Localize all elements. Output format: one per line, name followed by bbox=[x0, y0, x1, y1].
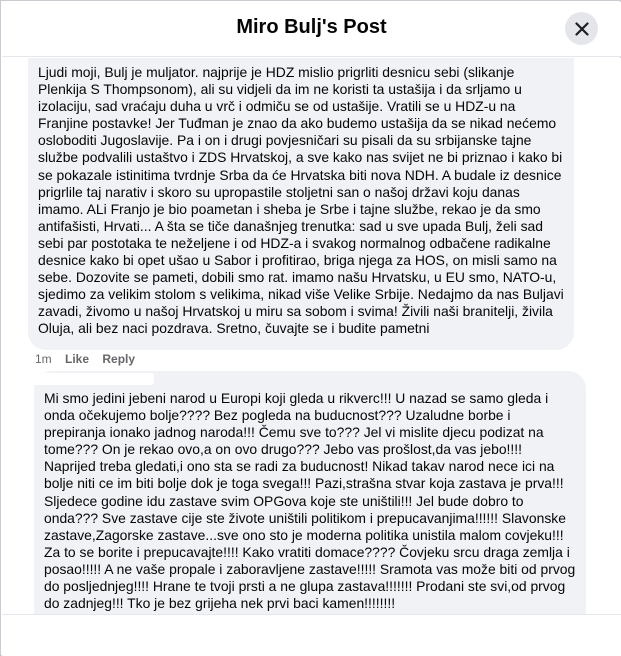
comment-bubble bbox=[34, 371, 586, 614]
comment-text: Ljudi moji, Bulj je muljator. najprije je HDZ mislio prigrliti desnicu sebi (slikanje Plenkija S Thompsonom), ali su vidjeli da im ne koristi ta ustašija i da srljamo u izolaciju, sad vraćaju duha u vrč i odmiču se od ustašije. Vratili se u HDZ-u na Franjine postavke! Jer Tuđman je znao da ako budemo ustašija da se nikad nećemo osloboditi Jugoslavije. Pa i on i drugi povjesničari su pisali da su srbijanske tajne službe podvalili ustaštvo i ZDS Hrvatskoj, a sve kako nas svijet ne bi priznao i kako bi se pokazale istinitima tvrdnje Srba da će Hrvatska biti nova NDH. A budale iz desnice prigrlile taj narativ i skoro su upropastile stoljetni san o našoj državi koju danas imamo. ALi Franjo je bio poametan i sheba je Srbe i tajne službe, rekao je da smo antifašisti, Hrvati... A šta se tiče današnjeg trenutka: sad u sve upada Bulj, želi sad sebi par postotaka te neželjene i od HDZ-a i svakog normalnog odbačene radikalne desnice kako bi opet ušao u Sabor i profitirao, briga njega za HOS, on misli samo na sebe. Dozovite se pameti, dobili smo rat. imamo našu Hrvatsku, u EU smo, NATO-u, sjedimo za velikim stolom s velikima, nikad više Velike Srbije. Nedajmo da nas Buljavi zavadi, živomo u našoj Hrvatskoj u miru sa sobom i svima! Živili naši branitelji, živila Oluja, ali bez naci pozdrava. Sretno, čuvajte se i budite pametni bbox=[38, 64, 564, 337]
dialog-header bbox=[2, 2, 621, 57]
page-title: Miro Bulj's Post bbox=[236, 16, 387, 38]
close-icon bbox=[575, 22, 589, 36]
comment-text: Mi smo jedini jebeni narod u Europi koji gleda u rikverc!!! U nazad se samo gleda i onda očekujemo bolje???? Bez pogleda na buducnost??? Uzaludne borbe i prepiranja ionako jadnog naroda!!! Čemu sve to??? Jel vi mislite djecu podizat na tome??? On je rekao ovo,a on ovo drugo??? Jebo vas prošlost,da vas jebo!!!! Naprijed treba gledati,i ono sta se radi za buducnost! Nikad takav narod nece ici na bolje niti ce im biti bolje dok je toga svega!!! Pazi,strašna stvar koja zastava je prva!!! Sljedece godine idu zastave svim OPGova koje ste uništili!!! Jel bude dobro to onda??? Sve zastave cije ste živote uništili politikom i prepucavanjima!!!!!! Slavonske zastave,Zagorske zastave...sve ono sto je moderna politika unistila malom covjeku!!! Za to se borite i prepucavajte!!!! Kako vratiti domace???? Čovjeku srcu draga zemlja i posao!!!!! A ne vaše propale i zaboravljene zastave!!!!! Sramota vas može biti od prvog do posljednjeg!!!! Hrane te tvoji prsti a ne glupa zastava!!!!!!! Prodani ste svi,od prvog do zadnjeg!!! Tko je bez grijeha nek prvi baci kamen!!!!!!!! bbox=[44, 390, 576, 612]
reply-button[interactable]: Reply bbox=[102, 352, 136, 366]
like-button[interactable]: Like bbox=[65, 352, 90, 366]
close-button[interactable] bbox=[565, 12, 598, 45]
comment-timestamp[interactable]: 1m bbox=[35, 352, 52, 366]
comments-scroll-area[interactable] bbox=[2, 58, 621, 614]
dialog-footer bbox=[2, 614, 621, 656]
comment-bubble bbox=[28, 58, 574, 350]
redacted-author-name bbox=[32, 373, 154, 385]
comment-actions bbox=[35, 352, 145, 366]
